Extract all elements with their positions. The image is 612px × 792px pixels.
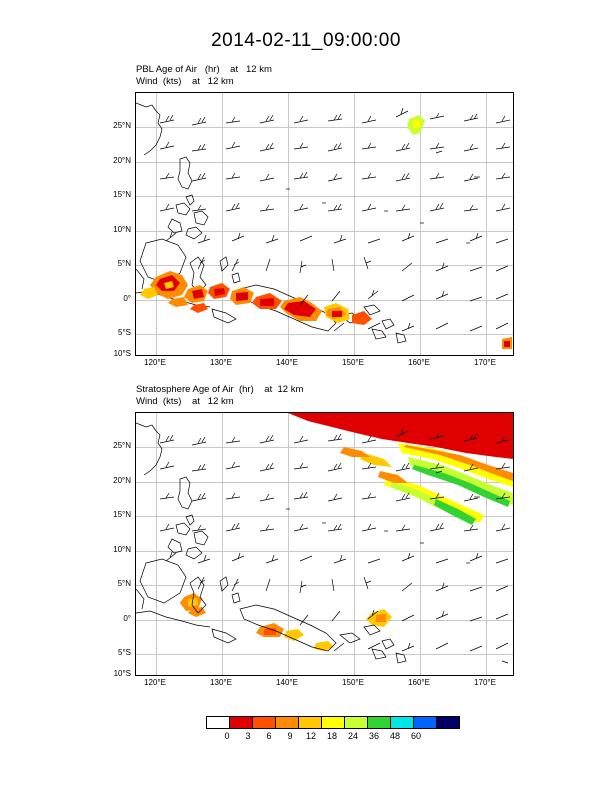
colorbar-swatch-8	[390, 716, 414, 729]
map-stratosphere[interactable]	[135, 412, 514, 676]
colorbar-label-0: 0	[224, 731, 230, 741]
xtick-pbl-1: 130°E	[210, 358, 232, 367]
colorbar-swatch-2	[252, 716, 276, 729]
colorbar-labels	[206, 731, 459, 745]
colorbar-swatch-0	[206, 716, 230, 729]
page-title: 2014-02-11_09:00:00	[211, 30, 401, 51]
colorbar	[206, 716, 459, 745]
xtick-strat-2: 140°E	[276, 678, 298, 687]
ytick-strat-2: 15°N	[113, 510, 131, 519]
ytick-pbl-2: 15°N	[113, 190, 131, 199]
panel-pbl-label-line1: PBL Age of Air (hr) at 12 km	[136, 64, 272, 75]
ytick-strat-1: 20°N	[113, 476, 131, 485]
xtick-pbl-4: 160°E	[408, 358, 430, 367]
ytick-strat-0: 25°N	[113, 441, 131, 450]
colorbar-swatch-7	[367, 716, 391, 729]
colorbar-label-6: 24	[347, 731, 358, 741]
xtick-strat-1: 130°E	[210, 678, 232, 687]
xtick-strat-0: 120°E	[144, 678, 166, 687]
ytick-strat-5: 0°	[123, 614, 131, 623]
xtick-pbl-2: 140°E	[276, 358, 298, 367]
colorbar-label-3: 9	[287, 731, 293, 741]
colorbar-swatch-10	[436, 716, 460, 729]
wind-barbs-stratosphere	[136, 413, 513, 675]
map-pbl[interactable]	[135, 92, 514, 356]
colorbar-label-2: 6	[266, 731, 272, 741]
ytick-pbl-5: 0°	[123, 294, 131, 303]
wind-barbs-pbl	[136, 93, 513, 355]
ytick-strat-3: 10°N	[113, 545, 131, 554]
xtick-strat-3: 150°E	[342, 678, 364, 687]
ytick-strat-4: 5°N	[117, 579, 131, 588]
colorbar-swatches	[206, 716, 459, 729]
ytick-pbl-0: 25°N	[113, 121, 131, 130]
colorbar-swatch-9	[413, 716, 437, 729]
ytick-pbl-6: 5°S	[118, 328, 131, 337]
colorbar-swatch-6	[344, 716, 368, 729]
ytick-pbl-7: 10°S	[113, 349, 131, 358]
colorbar-swatch-1	[229, 716, 253, 729]
colorbar-swatch-5	[321, 716, 345, 729]
ytick-pbl-4: 5°N	[117, 259, 131, 268]
panel-strat-label-line2: Wind (kts) at 12 km	[136, 396, 234, 407]
ytick-pbl-1: 20°N	[113, 156, 131, 165]
colorbar-label-4: 12	[305, 731, 316, 741]
ytick-strat-7: 10°S	[113, 669, 131, 678]
panel-strat-label-line1: Stratosphere Age of Air (hr) at 12 km	[136, 384, 304, 395]
colorbar-swatch-4	[298, 716, 322, 729]
xtick-strat-5: 170°E	[474, 678, 496, 687]
colorbar-label-7: 36	[368, 731, 379, 741]
xtick-pbl-3: 150°E	[342, 358, 364, 367]
xtick-pbl-0: 120°E	[144, 358, 166, 367]
colorbar-label-1: 3	[245, 731, 251, 741]
ytick-pbl-3: 10°N	[113, 225, 131, 234]
panel-pbl-label-line2: Wind (kts) at 12 km	[136, 76, 234, 87]
xtick-strat-4: 160°E	[408, 678, 430, 687]
colorbar-label-9: 60	[410, 731, 421, 741]
ytick-strat-6: 5°S	[118, 648, 131, 657]
colorbar-swatch-3	[275, 716, 299, 729]
xtick-pbl-5: 170°E	[474, 358, 496, 367]
colorbar-label-5: 18	[326, 731, 337, 741]
colorbar-label-8: 48	[389, 731, 400, 741]
